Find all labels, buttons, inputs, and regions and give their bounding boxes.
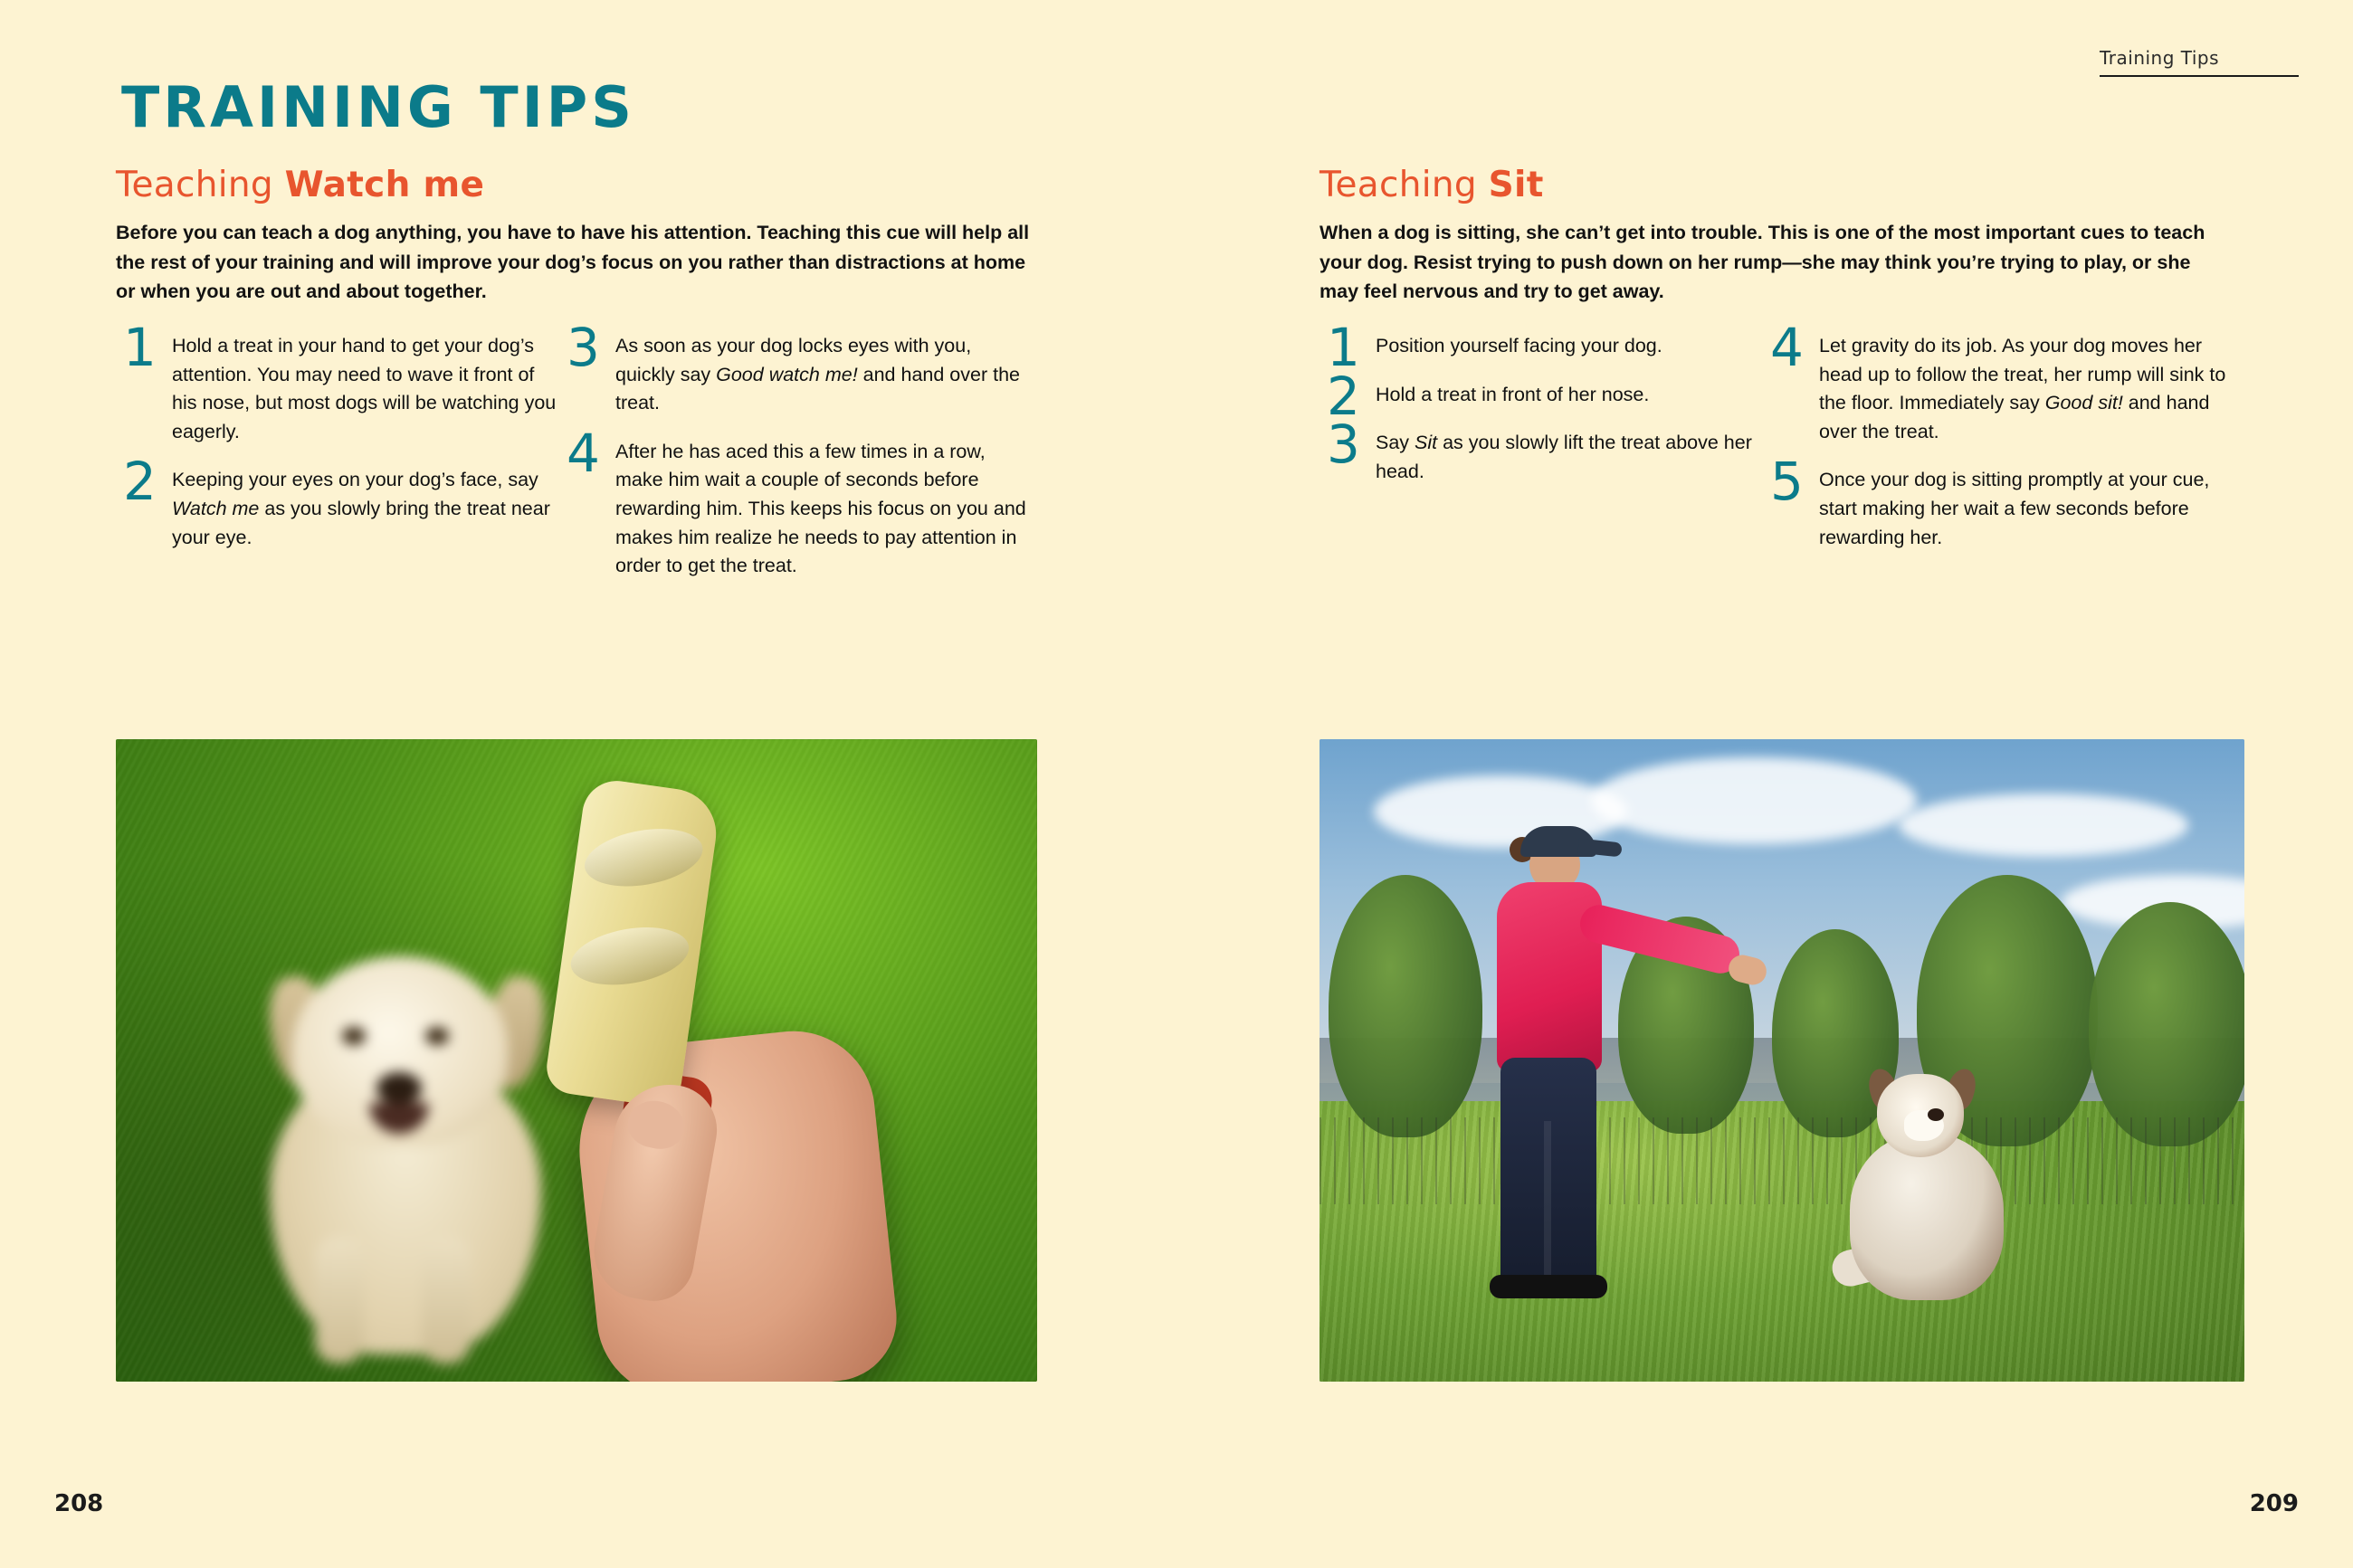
- photo-watch-me: [116, 739, 1037, 1382]
- dog-labrador: [215, 920, 595, 1345]
- cloud: [1591, 757, 1917, 844]
- step-item: [1319, 413, 1763, 486]
- step-item: [559, 422, 1030, 581]
- dog-eye-right: [425, 1027, 449, 1045]
- step-number: 2: [123, 451, 157, 513]
- step-number: 4: [567, 422, 600, 484]
- left-page-content: [116, 165, 1039, 601]
- step-text: Let gravity do its job. As your dog moves her head up to follow the treat, her rump will sink to the floor. Immediately say Good sit! and hand over the treat.: [1819, 335, 2226, 442]
- step-number: 5: [1770, 451, 1804, 513]
- step-text: As soon as your dog locks eyes with you, quickly say Good watch me! and hand over the treat.: [615, 335, 1020, 414]
- cloud: [1899, 794, 2188, 857]
- left-steps-column-1: [116, 317, 559, 601]
- step-text: Once your dog is sitting promptly at your cue, start making her wait a few seconds before rewarding her.: [1819, 469, 2210, 548]
- left-steps: [116, 317, 1039, 601]
- left-subhead-prefix: Teaching: [116, 165, 285, 205]
- left-subhead: [116, 165, 1039, 205]
- step-text: Hold a treat in front of her nose.: [1376, 383, 1650, 405]
- folio-right: 209: [2249, 1490, 2299, 1517]
- left-subhead-bold: Watch me: [284, 165, 485, 205]
- folio-left: 208: [54, 1490, 104, 1517]
- dog-body: [1850, 1134, 2004, 1300]
- step-number: 2: [1327, 365, 1360, 427]
- right-steps: [1319, 317, 2243, 572]
- right-subhead: [1319, 165, 2243, 205]
- step-item: [1319, 365, 1763, 427]
- step-number: 4: [1770, 317, 1804, 379]
- fence: [1319, 1117, 2244, 1204]
- step-number: 3: [1327, 413, 1360, 476]
- dog-leg-right: [422, 1237, 471, 1364]
- right-subhead-bold: Sit: [1488, 165, 1544, 205]
- step-text: Hold a treat in your hand to get your dog’s attention. You may need to wave it front of his nose, but most dogs will be watching you eagerly.: [172, 335, 557, 442]
- step-item: [1763, 451, 2234, 552]
- step-item: [116, 451, 559, 552]
- step-number: 1: [123, 317, 157, 379]
- tree: [1329, 875, 1482, 1137]
- step-item: [1763, 317, 2234, 446]
- photo-sit: [1319, 739, 2244, 1382]
- page-title: TRAINING TIPS: [121, 74, 635, 140]
- step-text: Say Sit as you slowly lift the treat above her head.: [1376, 432, 1752, 482]
- left-intro: Before you can teach a dog anything, you have to have his attention. Teaching this cue will help all the rest of your training and will improve your dog’s focus on you rather than distractions at home or when you are out and about together.: [116, 222, 1030, 303]
- right-intro: When a dog is sitting, she can’t get into trouble. This is one of the most important cues to teach your dog. Resist trying to push down on her rump—she may think you’re trying to play, or she may feel nervous and try to get away.: [1319, 222, 2205, 303]
- step-item: [1319, 317, 1763, 379]
- step-text: After he has aced this a few times in a row, make him wait a couple of seconds before rewarding him. This keeps his focus on you and makes him realize he needs to pay attention in order to get the treat.: [615, 440, 1026, 577]
- step-number: 1: [1327, 317, 1360, 379]
- dog-nose: [376, 1072, 422, 1105]
- right-steps-column-2: [1763, 317, 2234, 572]
- person-shoes: [1490, 1275, 1607, 1298]
- step-item: [116, 317, 559, 446]
- step-text: Keeping your eyes on your dog’s face, say Watch me as you slowly bring the treat near your eye.: [172, 469, 550, 548]
- dog-nose: [1928, 1108, 1944, 1121]
- step-text: Position yourself facing your dog.: [1376, 335, 1662, 357]
- person-cap: [1520, 826, 1596, 857]
- person-legs: [1500, 1058, 1596, 1284]
- step-item: [559, 317, 1030, 418]
- dog-eye-left: [342, 1027, 366, 1045]
- dog-leg-left: [315, 1237, 364, 1364]
- tree: [2089, 902, 2244, 1146]
- right-page-content: [1319, 165, 2243, 572]
- left-steps-column-2: [559, 317, 1030, 601]
- running-head: Training Tips: [2100, 47, 2299, 77]
- right-steps-column-1: [1319, 317, 1763, 572]
- right-subhead-prefix: Teaching: [1319, 165, 1489, 205]
- step-number: 3: [567, 317, 600, 379]
- dog-australian-shepherd: [1826, 1047, 2025, 1300]
